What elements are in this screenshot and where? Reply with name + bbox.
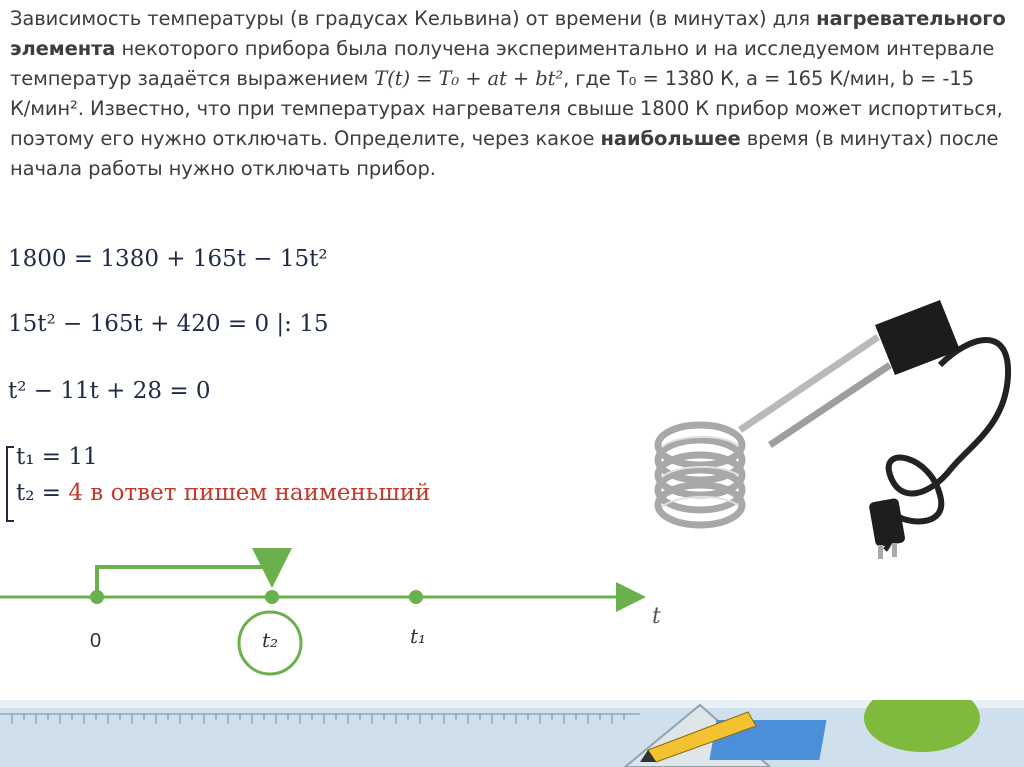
problem-text: температур задаётся выражением: [10, 67, 375, 90]
label-zero: 0: [90, 630, 102, 652]
system-bracket: [6, 446, 14, 522]
problem-line-4: [10, 94, 1016, 124]
root-2-value: 4: [68, 480, 83, 506]
axis-label-t: t: [652, 604, 661, 629]
a-definition: a = 165 К/мин,: [746, 67, 902, 90]
problem-text: время (в минутах) после: [740, 127, 999, 150]
problem-statement: [10, 4, 1016, 184]
problem-line-6: [10, 154, 1016, 184]
root-2-variable: t₂ =: [16, 480, 69, 506]
problem-text: поэтому его нужно отключать. Определите, через какое: [10, 127, 601, 150]
immersion-heater-image: [640, 295, 1020, 565]
problem-text: К/мин². Известно, что при температурах нагревателя свыше 1800 К прибор может испортиться,: [10, 97, 1003, 120]
equation-1: 1800 = 1380 + 165t − 15t²: [8, 246, 328, 272]
label-t1: t₁: [410, 624, 427, 648]
equation-2: 15t² − 165t + 420 = 0 |: 15: [8, 311, 329, 337]
problem-text: некоторого прибора была получена экспериментально и на исследуемом интервале: [115, 37, 995, 60]
answer-note: в ответ пишем наименьший: [83, 480, 431, 506]
problem-bold-word: нагревательного: [816, 7, 1006, 30]
number-line: [0, 540, 680, 690]
rod-lower: [770, 365, 890, 445]
point-t1: [409, 590, 423, 604]
problem-text: Зависимость температуры (в градусах Кельвина) от времени (в минутах) для: [10, 7, 817, 30]
problem-line-5: [10, 124, 1016, 154]
plug: [868, 498, 905, 548]
problem-bold-word: наибольшее: [600, 127, 741, 150]
problem-line-1: [10, 4, 1016, 34]
b-definition: b = -15: [901, 67, 974, 90]
root-1: t₁ = 11: [16, 444, 98, 470]
step-arrow: [97, 567, 272, 597]
plug-pin: [892, 543, 897, 557]
temperature-formula: T(t) = T₀ + at + bt²: [374, 67, 564, 90]
t0-definition: T₀ = 1380 К,: [616, 67, 747, 90]
equation-3: t² − 11t + 28 = 0: [8, 378, 211, 404]
problem-bold-word: элемента: [10, 37, 116, 60]
point-t2: [265, 590, 279, 604]
problem-line-2: [10, 34, 1016, 64]
decorative-footer: [0, 700, 1024, 767]
plug-pin: [878, 545, 883, 559]
problem-text: , где: [563, 67, 617, 90]
point-zero: [90, 590, 104, 604]
problem-text: начала работы нужно отключать прибор.: [10, 157, 436, 180]
problem-line-3: [10, 64, 1016, 94]
root-2: [16, 480, 430, 506]
label-t2: t₂: [262, 628, 279, 652]
